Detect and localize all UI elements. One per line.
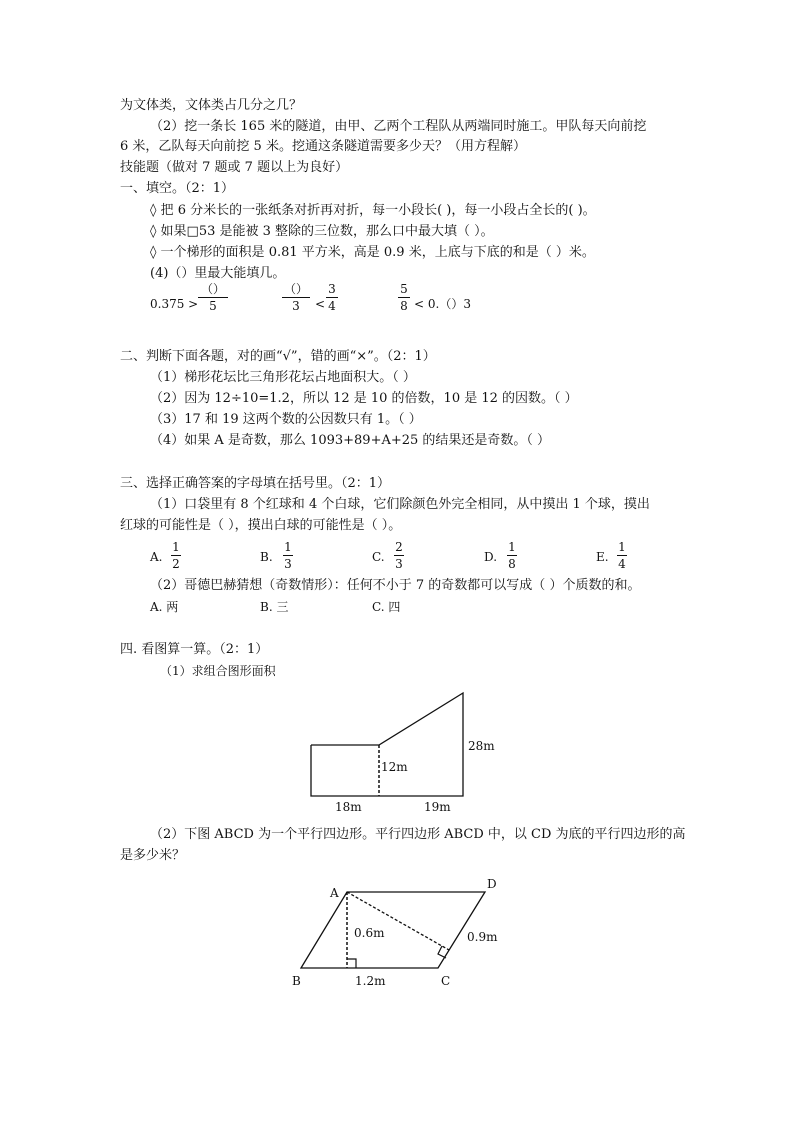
fraction: （） 5 [198,282,228,313]
question-text: ◊ 把 6 分米长的一张纸条对折再对折，每一小段长( )，每一小段占全长的( )。 [150,203,596,218]
section-heading: 技能题（做对 7 题或 7 题以上为良好） [120,160,349,175]
question-text: ◊ 如果□53 是能被 3 整除的三位数，那么口中最大填（ ）。 [150,224,494,239]
perpendicular-dashed-line [347,892,449,950]
vertex-C: C [441,974,451,988]
fraction: （） 3 [283,282,308,313]
choice-fraction: 1 4 [618,540,626,571]
question-text: （4）如果 A 是奇数，那么 1093+89+A+25 的结果还是奇数。（ ） [150,433,551,448]
question-text: 是多少米？ [120,848,186,863]
section-title: 一、填空。（2：1） [120,181,235,196]
choice-fraction: 1 8 [508,540,516,571]
section-title: 四. 看图算一算。（2：1） [120,642,269,657]
vertex-D: D [487,877,497,891]
choice-letter: D. [484,550,498,564]
fraction: 5 8 [398,282,410,313]
choice-letter: E. [596,550,609,564]
question-text: 红球的可能性是（ ），摸出白球的可能性是（ ）。 [120,518,402,533]
label-right-height: 28m [468,739,495,753]
choice-option: A. 两 [150,600,179,614]
choice-option: B. 三 [260,600,289,614]
question-text: （2）挖一条长 165 米的隧道，由甲、乙两个工程队从两端同时施工。甲队每天向前挖 [150,119,647,134]
question-text: (4)（）里最大能填几。 [150,266,286,281]
question-text: （2）因为 12÷10=1.2，所以 12 是 10 的倍数，10 是 12 的因数。（ ） [150,391,578,406]
choice-letter: C. [372,550,385,564]
composite-outline [311,693,463,796]
right-angle-mark [347,959,356,968]
label-right-width: 19m [424,800,451,814]
label-base: 1.2m [355,974,386,988]
section-title: 三、选择正确答案的字母填在括号里。（2：1） [120,476,391,491]
inequality-right: < 0.（）3 [414,297,471,311]
inequality-left: 0.375 > [150,297,199,311]
inequality-operator: < [315,297,326,311]
choice-letter: B. [260,550,273,564]
choice-fraction: 1 3 [284,540,292,571]
composite-figure [300,685,510,820]
label-side: 0.9m [467,930,498,944]
parallelogram-outline [301,892,485,968]
question-text: （1）口袋里有 8 个红球和 4 个白球，它们除颜色外完全相同，从中摸出 1 个球，摸出 [150,497,650,512]
question-text: （1）梯形花坛比三角形花坛占地面积大。（ ） [150,370,416,385]
label-left-width: 18m [335,800,362,814]
question-text: ◊ 一个梯形的面积是 0.81 平方米，高是 0.9 米，上底与下底的和是（ ）米。 [150,245,595,260]
choice-option: C. 四 [372,600,401,614]
question-text: （2）哥德巴赫猜想（奇数情形）：任何不小于 7 的奇数都可以写成（ ）个质数的和。 [150,578,641,593]
choice-fraction: 2 3 [395,540,403,571]
vertex-B: B [292,974,301,988]
question-text: 6 米，乙队每天向前挖 5 米。挖通这条隧道需要多少天？（用方程解） [120,139,526,154]
label-mid-height: 12m [381,760,408,774]
choice-letter: A. [150,550,163,564]
label-height: 0.6m [354,926,385,940]
section-title: 二、判断下面各题，对的画“√”，错的画“×”。（2：1） [120,349,436,364]
choice-fraction: 1 2 [172,540,180,571]
question-text: （3）17 和 19 这两个数的公因数只有 1。（ ） [150,412,422,427]
question-text: （2）下图 ABCD 为一个平行四边形。平行四边形 ABCD 中，以 CD 为底的平行四边形的高 [150,827,686,842]
question-text: （1）求组合图形面积 [160,664,276,678]
fraction: 3 4 [326,282,338,313]
question-text: 为文体类，文体类占几分之几？ [120,98,303,113]
vertex-A: A [330,886,339,900]
parallelogram-figure [280,875,510,995]
